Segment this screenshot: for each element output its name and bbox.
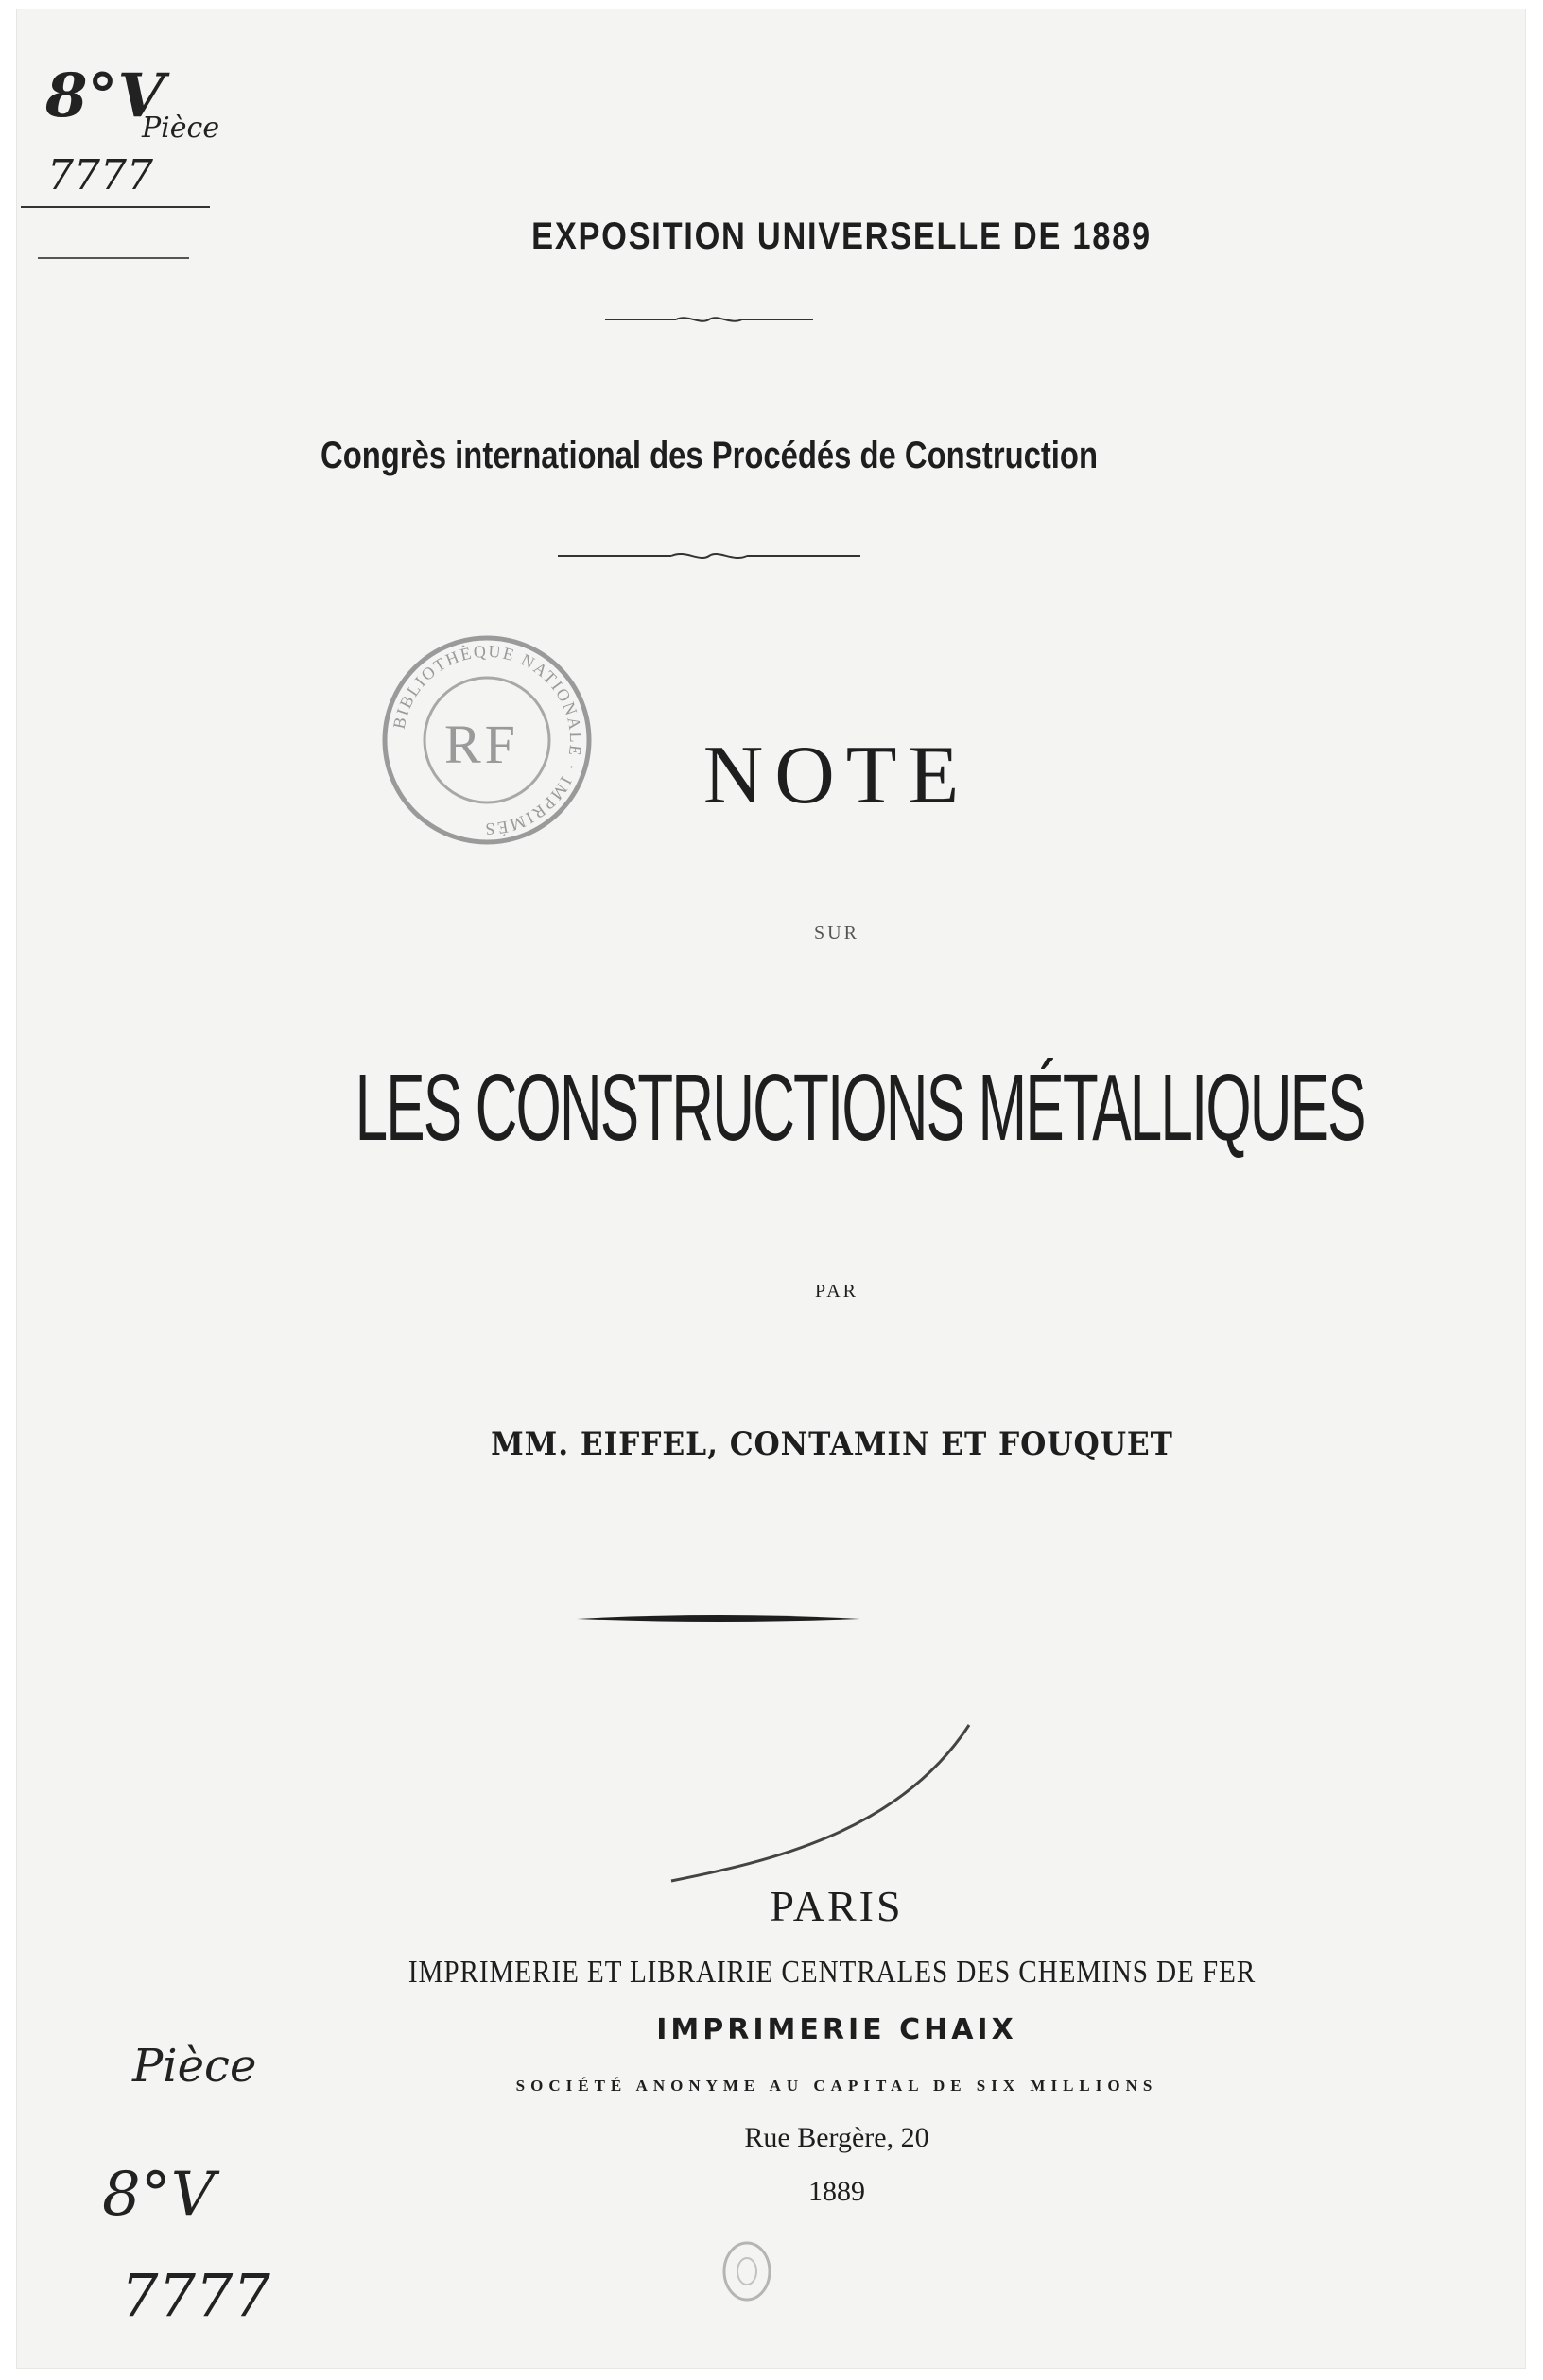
thick-rule <box>577 1613 860 1626</box>
shelfmark-top-number: 7777 <box>47 151 153 199</box>
congress-heading: Congrès international des Procédés de Construction <box>321 435 1098 476</box>
ornament-divider-2 <box>558 548 860 563</box>
shelfmark-top-underline <box>21 206 210 208</box>
authors-line: MM. EIFFEL, CONTAMIN ET FOUQUET <box>491 1425 1173 1463</box>
imprint-address: Rue Bergère, 20 <box>744 2122 929 2153</box>
imprint-societe: SOCIÉTÉ ANONYME AU CAPITAL DE SIX MILLIONS <box>515 2077 1158 2095</box>
imprint-printer-full: IMPRIMERIE ET LIBRAIRIE CENTRALES DES CHEMINS DE FER <box>407 1955 1257 1990</box>
imprint-year: 1889 <box>808 2176 865 2207</box>
stamp-ring-text: BIBLIOTHÈQUE NATIONALE · IMPRIMÉS <box>389 641 586 839</box>
note-title: NOTE <box>702 730 971 821</box>
ornament-divider-1 <box>605 312 813 327</box>
par-word: PAR <box>814 1281 859 1302</box>
shelfmark-bottom-series: 8°V <box>102 2160 215 2230</box>
sur-word: SUR <box>814 923 859 943</box>
pencil-stroke <box>662 1720 974 1890</box>
shelfmark-bottom-number: 7777 <box>121 2261 270 2330</box>
shelfmark-top-piece: Pièce <box>142 112 220 145</box>
bottom-stamp-mark <box>720 2240 773 2302</box>
shelfmark-top-underline-2 <box>38 257 189 259</box>
imprint-city: PARIS <box>770 1882 904 1930</box>
shelfmark-top-series: 8°V <box>45 60 165 131</box>
stamp-letters: RF <box>444 714 519 775</box>
main-title: LES CONSTRUCTIONS MÉTALLIQUES <box>355 1055 1365 1161</box>
shelfmark-bottom-piece: Pièce <box>132 2040 257 2093</box>
exposition-heading: EXPOSITION UNIVERSELLE DE 1889 <box>531 216 1152 257</box>
imprint-printer-short: IMPRIMERIE CHAIX <box>656 2013 1017 2046</box>
